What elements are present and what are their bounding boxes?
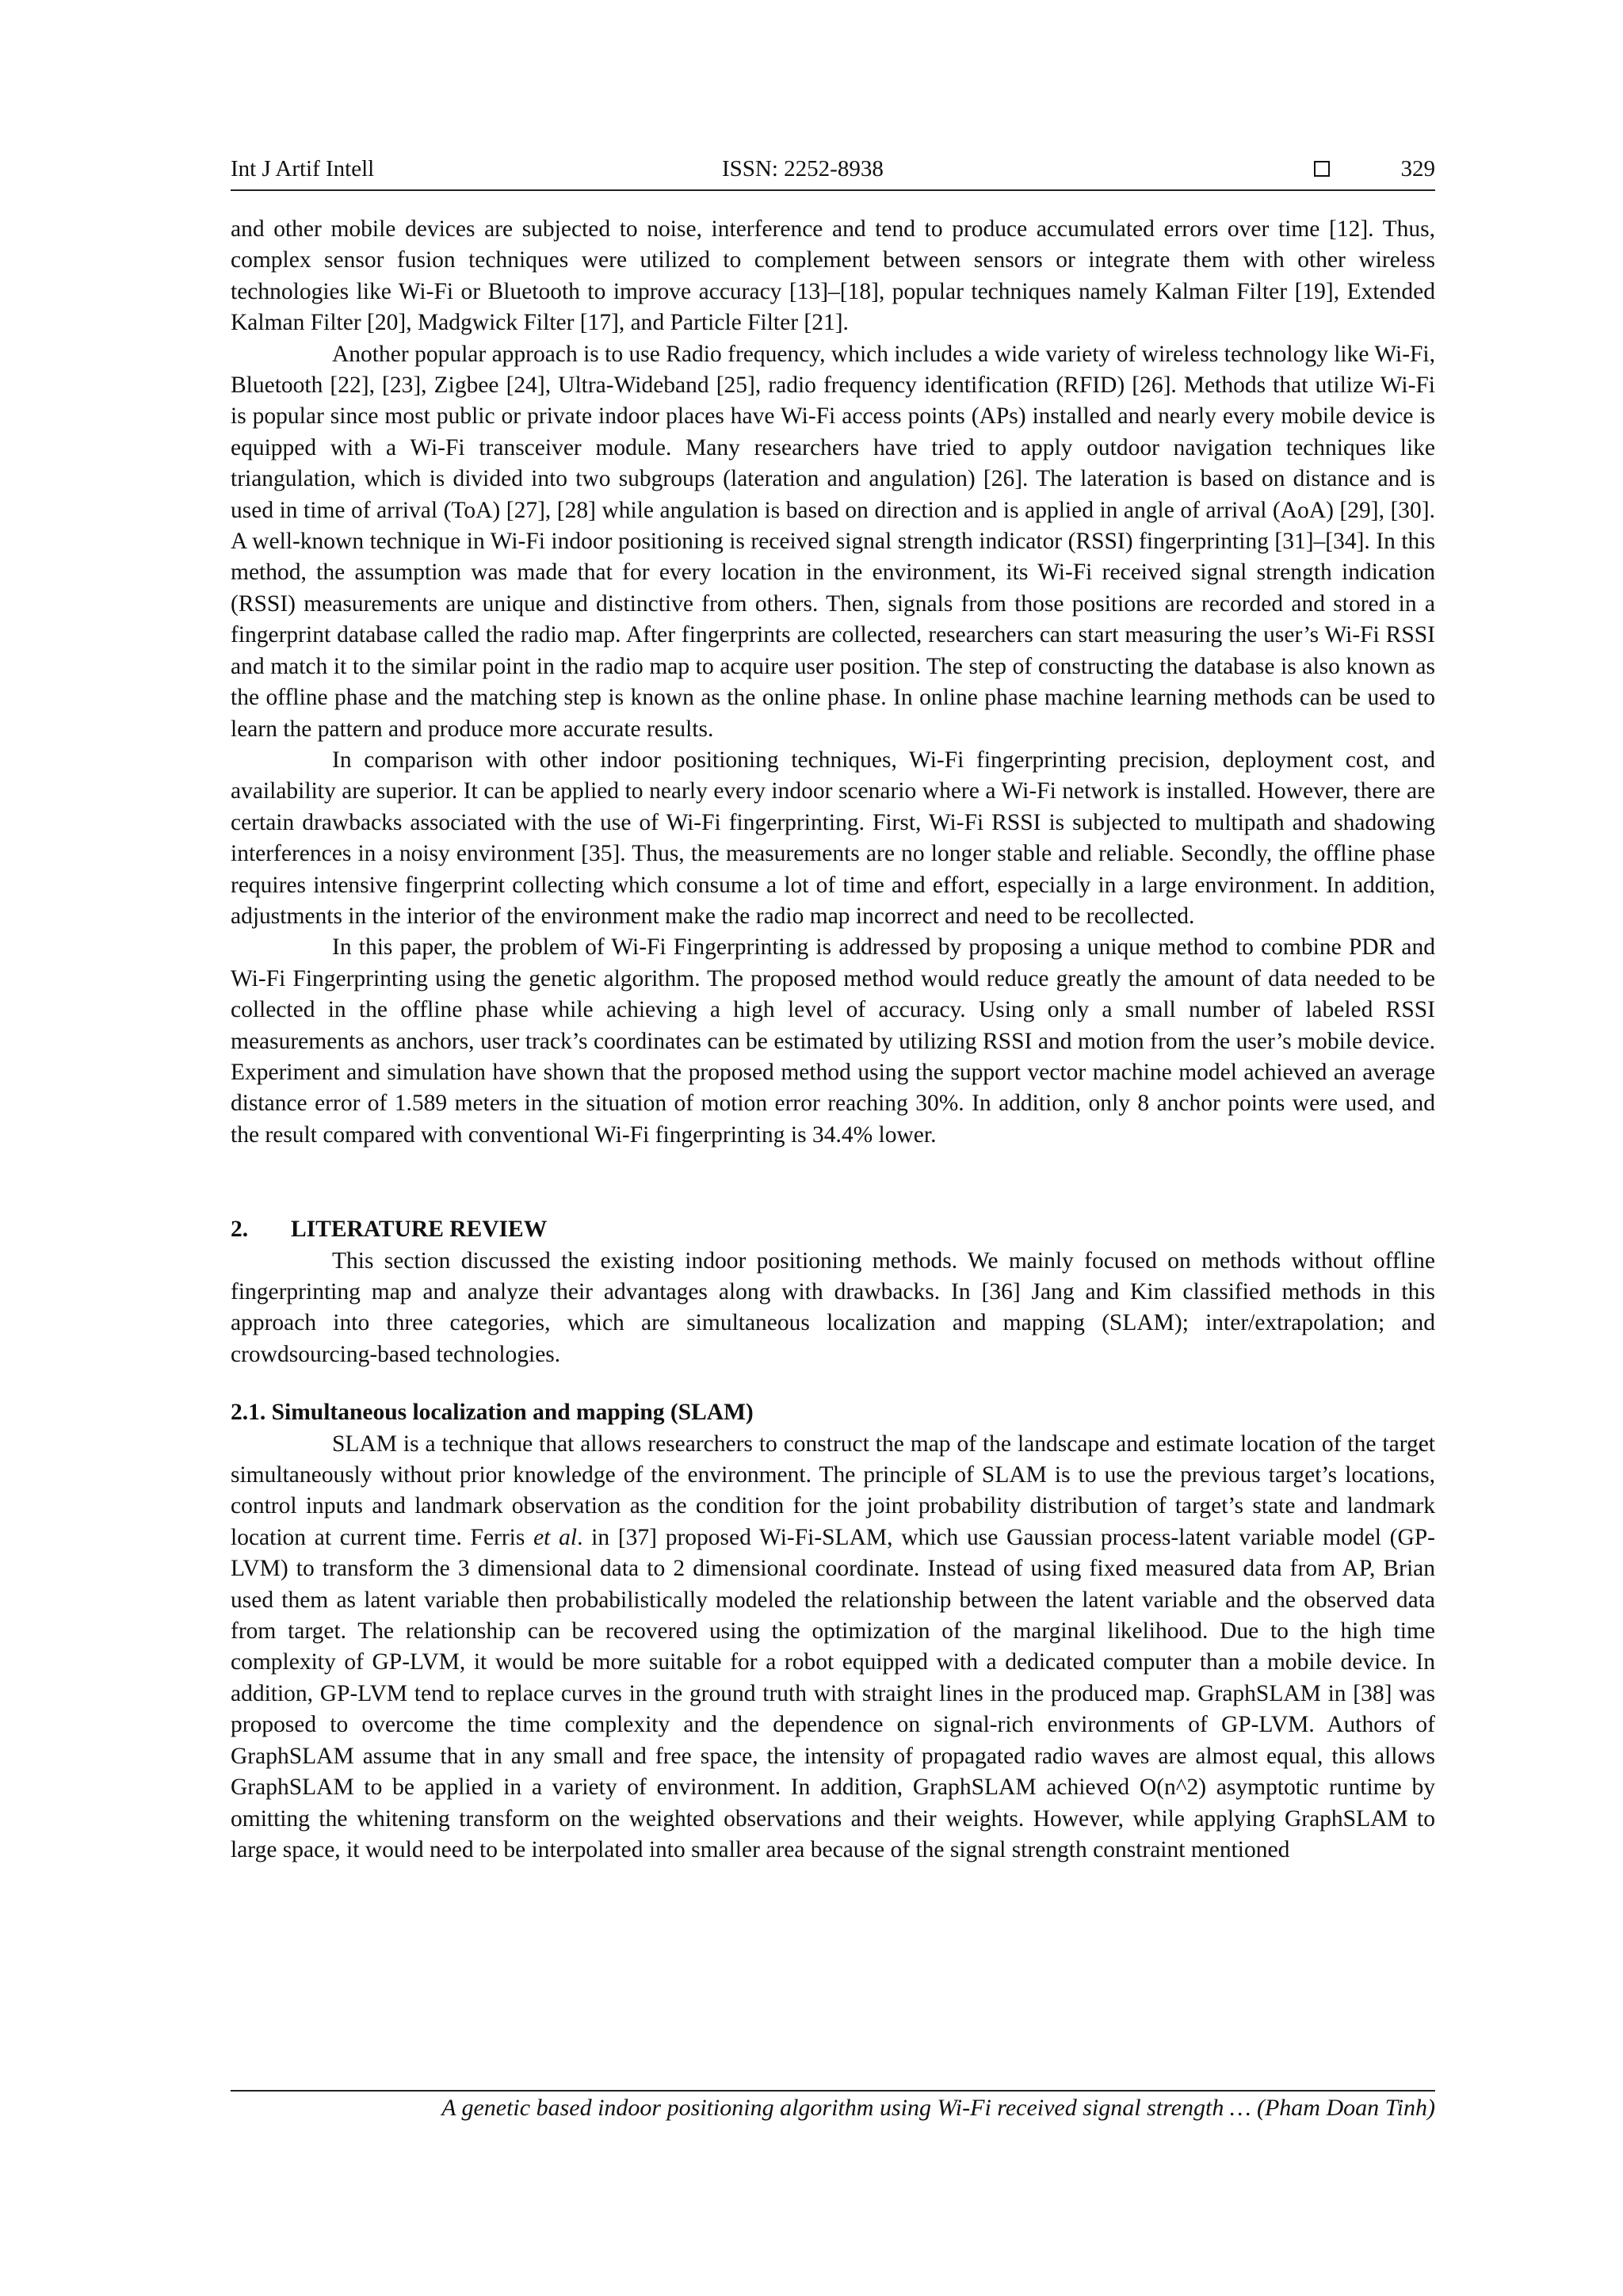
footer-divider (231, 2090, 1435, 2092)
running-header (231, 156, 1435, 189)
running-footer: A genetic based indoor positioning algorithm using Wi-Fi received signal strength … (Pham Doan Tinh) (441, 2095, 1435, 2121)
paragraph-radio-frequency: Another popular approach is to use Radio frequency, which includes a wide variety of wireless technology like Wi-Fi, Bluetooth [22], [23], Zigbee [24], Ultra-Wideband [25], radio frequency identification (RFID) [26]. Methods that utilize Wi-Fi is popular since most public or private indoor places have Wi-Fi access points (APs) installed and nearly every mobile device is equipped with a Wi-Fi transceiver module. Many researchers have tried to apply outdoor navigation techniques like triangulation, which is divided into two subgroups (lateration and angulation) [26]. The lateration is based on distance and is used in time of arrival (ToA) [27], [28] while angulation is based on direction and is applied in angle of arrival (AoA) [29], [30]. A well-known technique in Wi-Fi indoor positioning is received signal strength indicator (RSSI) fingerprinting [31]–[34]. In this method, the assumption was made that for every location in the environment, its Wi-Fi received signal strength indication (RSSI) measurements are unique and distinctive from others. Then, signals from those positions are recorded and stored in a fingerprint database called the radio map. After fingerprints are collected, researchers can start measuring the user’s Wi-Fi RSSI and match it to the similar point in the radio map to acquire user position. The step of constructing the database is also known as the offline phase and the matching step is known as the online phase. In online phase machine learning methods can be used to learn the pattern and produce more accurate results. (231, 341, 1435, 742)
paragraph-literature-review: This section discussed the existing indoor positioning methods. We mainly focused on methods without offline fingerprinting map and analyze their advantages along with drawbacks. In [36] Jang and Kim classified methods in this approach into three categories, which are simultaneous localization and mapping (SLAM); inter/extrapolation; and crowdsourcing-based technologies. (231, 1247, 1435, 1367)
section-title: LITERATURE REVIEW (291, 1217, 548, 1243)
header-divider (231, 189, 1435, 191)
paragraph-continuation: and other mobile devices are subjected to noise, interference and tend to produce accumulated errors over time [12]. Thus, complex sensor fusion techniques were utilized to complement between sensors or integrate them with other wireless technologies like Wi-Fi or Bluetooth to improve accuracy [13]–[18], popular techniques namely Kalman Filter [19], Extended Kalman Filter [20], Madgwick Filter [17], and Particle Filter [21]. (231, 216, 1435, 336)
et-al: et al (533, 1524, 578, 1550)
square-bullet-icon (1314, 161, 1330, 177)
body-text (231, 214, 1435, 1866)
issn: ISSN: 2252-8938 (722, 156, 884, 181)
paragraph-slam (231, 1429, 1435, 1866)
section-number: 2. (231, 1217, 249, 1243)
subsection-title: Simultaneous localization and mapping (SLAM) (271, 1400, 754, 1426)
paragraph-this-paper: In this paper, the problem of Wi-Fi Fingerprinting is addressed by proposing a unique method to combine PDR and Wi-Fi Fingerprinting using the genetic algorithm. The proposed method would reduce greatly the amount of data needed to be collected in the offline phase while achieving a high level of accuracy. Using only a small number of labeled RSSI measurements as anchors, user track’s coordinates can be estimated by utilizing RSSI and motion from the user’s mobile device. Experiment and simulation have shown that the proposed method using the support vector machine model achieved an average distance error of 1.589 meters in the situation of motion error reaching 30%. In addition, only 8 anchor points were used, and the result compared with conventional Wi-Fi fingerprinting is 34.4% lower. (231, 934, 1435, 1148)
subsection-number: 2.1. (231, 1400, 266, 1426)
paragraph-comparison: In comparison with other indoor positioning techniques, Wi-Fi fingerprinting precision, deployment cost, and availability are superior. It can be applied to nearly every indoor scenario where a Wi-Fi network is installed. However, there are certain drawbacks associated with the use of Wi-Fi fingerprinting. First, Wi-Fi RSSI is subjected to multipath and shadowing interferences in a noisy environment [35]. Thus, the measurements are no longer stable and reliable. Secondly, the offline phase requires intensive fingerprint collecting which consume a lot of time and effort, especially in a large environment. In addition, adjustments in the interior of the environment make the radio map incorrect and need to be recollected. (231, 747, 1435, 929)
slam-text-part-2: . in [37] proposed Wi-Fi-SLAM, which use Gaussian process-latent variable model (GP-LVM) to transform the 3 dimensional data to 2 dimensional coordinate. Instead of using fixed measured data from AP, Brian used them as latent variable then probabilistically modeled the relationship between the latent variable and the observed data from target. The relationship can be recovered using the optimization of the marginal likelihood. Due to the high time complexity of GP-LVM, it would be more suitable for a robot equipped with a dedicated computer than a mobile device. In addition, GP-LVM tend to replace curves in the ground truth with straight lines in the produced map. GraphSLAM in [38] was proposed to overcome the time complexity and the dependence on signal-rich environments of GP-LVM. Authors of GraphSLAM assume that in any small and free space, the intensity of propagated radio waves are almost equal, this allows GraphSLAM to be applied in a variety of environment. In addition, GraphSLAM achieved O(n^2) asymptotic runtime by omitting the whitening transform on the weighted observations and their weights. However, while applying GraphSLAM to large space, it would need to be interpolated into smaller area because of the signal strength constraint mentioned (231, 1524, 1435, 1862)
subsection-heading (231, 1397, 1435, 1428)
page-number: 329 (1400, 156, 1435, 181)
journal-name: Int J Artif Intell (231, 156, 375, 181)
section-heading (231, 1214, 1435, 1245)
slam-text-part-1: SLAM is a technique that allows researchers to construct the map of the landscape and estimate location of the target simultaneously without prior knowledge of the environment. The principle of SLAM is to use the previous target’s locations, control inputs and landmark observation as the condition for the joint probability distribution of target’s state and landmark location at current time. Ferris (231, 1431, 1435, 1550)
